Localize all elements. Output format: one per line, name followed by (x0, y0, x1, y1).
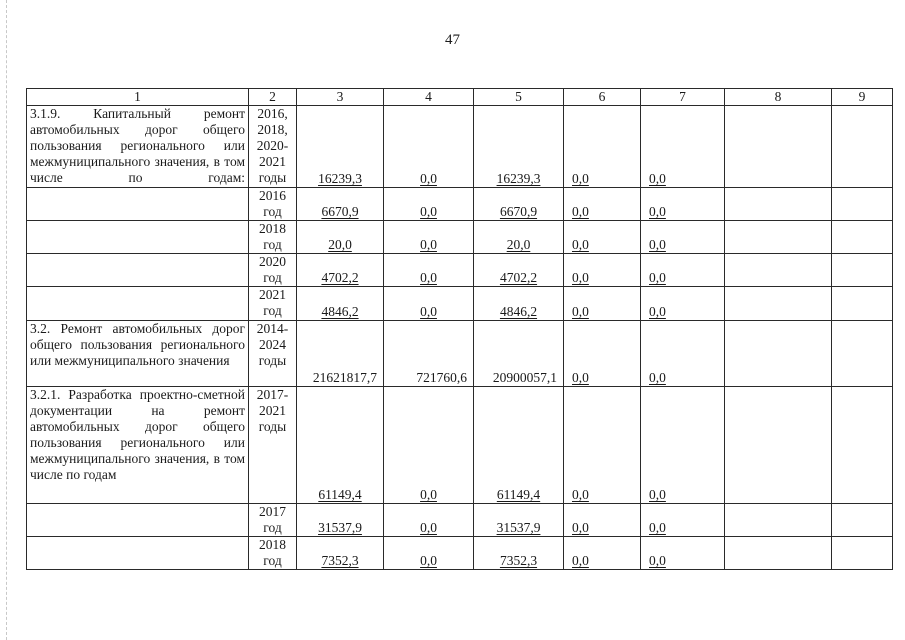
column-number-1: 1 (27, 89, 249, 106)
total-cell: 6670,9 (297, 188, 384, 221)
value-cell-7: 0,0 (641, 254, 725, 287)
column-number-5: 5 (474, 89, 564, 106)
value-cell-7: 0,0 (641, 321, 725, 387)
value-cell-7: 0,0 (641, 287, 725, 321)
item-name (27, 221, 249, 254)
total-cell: 4702,2 (297, 254, 384, 287)
item-period: 2020 год (249, 254, 297, 287)
table-row (27, 387, 893, 504)
item-name: 3.2. Ремонт автомобильных дорог общего пользования регионального или межмуниципального значения (27, 321, 249, 387)
item-period: 2016 год (249, 188, 297, 221)
empty-cell-9 (832, 106, 893, 188)
total-cell: 20,0 (297, 221, 384, 254)
value-cell-6: 0,0 (564, 254, 641, 287)
item-name (27, 188, 249, 221)
item-name (27, 254, 249, 287)
table-row (27, 287, 893, 321)
value-cell-6: 0,0 (564, 106, 641, 188)
total-cell: 7352,3 (297, 537, 384, 570)
table-row (27, 221, 893, 254)
empty-cell-9 (832, 321, 893, 387)
value-cell-6: 0,0 (564, 537, 641, 570)
table-row (27, 321, 893, 387)
value-cell-6: 0,0 (564, 188, 641, 221)
value-cell-5: 4846,2 (474, 287, 564, 321)
item-name: 3.1.9. Капитальный ремонт автомобильных дорог общего пользования регионального или межмуниципального значения, в том числе по годам: (27, 106, 249, 188)
empty-cell-9 (832, 188, 893, 221)
value-cell-4: 0,0 (384, 221, 474, 254)
table-row (27, 504, 893, 537)
total-cell: 21621817,7 (297, 321, 384, 387)
item-period: 2017- 2021 годы (249, 387, 297, 504)
value-cell-7: 0,0 (641, 387, 725, 504)
empty-cell-8 (725, 188, 832, 221)
empty-cell-8 (725, 537, 832, 570)
value-cell-6: 0,0 (564, 387, 641, 504)
column-number-3: 3 (297, 89, 384, 106)
empty-cell-9 (832, 537, 893, 570)
empty-cell-8 (725, 504, 832, 537)
value-cell-5: 7352,3 (474, 537, 564, 570)
total-cell: 4846,2 (297, 287, 384, 321)
item-period: 2018 год (249, 221, 297, 254)
value-cell-4: 0,0 (384, 287, 474, 321)
page-edge-line (6, 0, 7, 640)
item-period: 2018 год (249, 537, 297, 570)
item-period: 2016, 2018, 2020- 2021 годы (249, 106, 297, 188)
value-cell-4: 0,0 (384, 387, 474, 504)
value-cell-5: 16239,3 (474, 106, 564, 188)
value-cell-4: 0,0 (384, 188, 474, 221)
item-name (27, 287, 249, 321)
empty-cell-8 (725, 106, 832, 188)
value-cell-4: 0,0 (384, 106, 474, 188)
value-cell-5: 20,0 (474, 221, 564, 254)
total-cell: 61149,4 (297, 387, 384, 504)
budget-table (26, 88, 893, 570)
value-cell-7: 0,0 (641, 106, 725, 188)
column-number-4: 4 (384, 89, 474, 106)
value-cell-6: 0,0 (564, 504, 641, 537)
value-cell-4: 0,0 (384, 537, 474, 570)
value-cell-4: 0,0 (384, 254, 474, 287)
value-cell-5: 31537,9 (474, 504, 564, 537)
total-cell: 31537,9 (297, 504, 384, 537)
value-cell-5: 61149,4 (474, 387, 564, 504)
value-cell-6: 0,0 (564, 287, 641, 321)
value-cell-6: 0,0 (564, 321, 641, 387)
value-cell-4: 721760,6 (384, 321, 474, 387)
column-number-8: 8 (725, 89, 832, 106)
value-cell-7: 0,0 (641, 537, 725, 570)
column-number-7: 7 (641, 89, 725, 106)
item-name: 3.2.1. Разработка проектно-сметной документации на ремонт автомобильных дорог общего пользования регионального или межмуниципального значения, в том числе по годам (27, 387, 249, 504)
item-period: 2014- 2024 годы (249, 321, 297, 387)
empty-cell-8 (725, 387, 832, 504)
empty-cell-9 (832, 254, 893, 287)
item-name (27, 537, 249, 570)
item-name (27, 504, 249, 537)
page-number: 47 (445, 32, 460, 48)
value-cell-5: 20900057,1 (474, 321, 564, 387)
item-period: 2021 год (249, 287, 297, 321)
item-period: 2017 год (249, 504, 297, 537)
empty-cell-9 (832, 504, 893, 537)
value-cell-5: 6670,9 (474, 188, 564, 221)
column-number-6: 6 (564, 89, 641, 106)
empty-cell-8 (725, 254, 832, 287)
value-cell-5: 4702,2 (474, 254, 564, 287)
table-row (27, 537, 893, 570)
empty-cell-8 (725, 321, 832, 387)
value-cell-7: 0,0 (641, 188, 725, 221)
empty-cell-8 (725, 287, 832, 321)
value-cell-7: 0,0 (641, 504, 725, 537)
value-cell-4: 0,0 (384, 504, 474, 537)
empty-cell-9 (832, 287, 893, 321)
table-row (27, 106, 893, 188)
value-cell-6: 0,0 (564, 221, 641, 254)
table-header-row (27, 89, 893, 106)
empty-cell-9 (832, 387, 893, 504)
column-number-2: 2 (249, 89, 297, 106)
table-row (27, 188, 893, 221)
table-row (27, 254, 893, 287)
empty-cell-9 (832, 221, 893, 254)
total-cell: 16239,3 (297, 106, 384, 188)
empty-cell-8 (725, 221, 832, 254)
value-cell-7: 0,0 (641, 221, 725, 254)
column-number-9: 9 (832, 89, 893, 106)
